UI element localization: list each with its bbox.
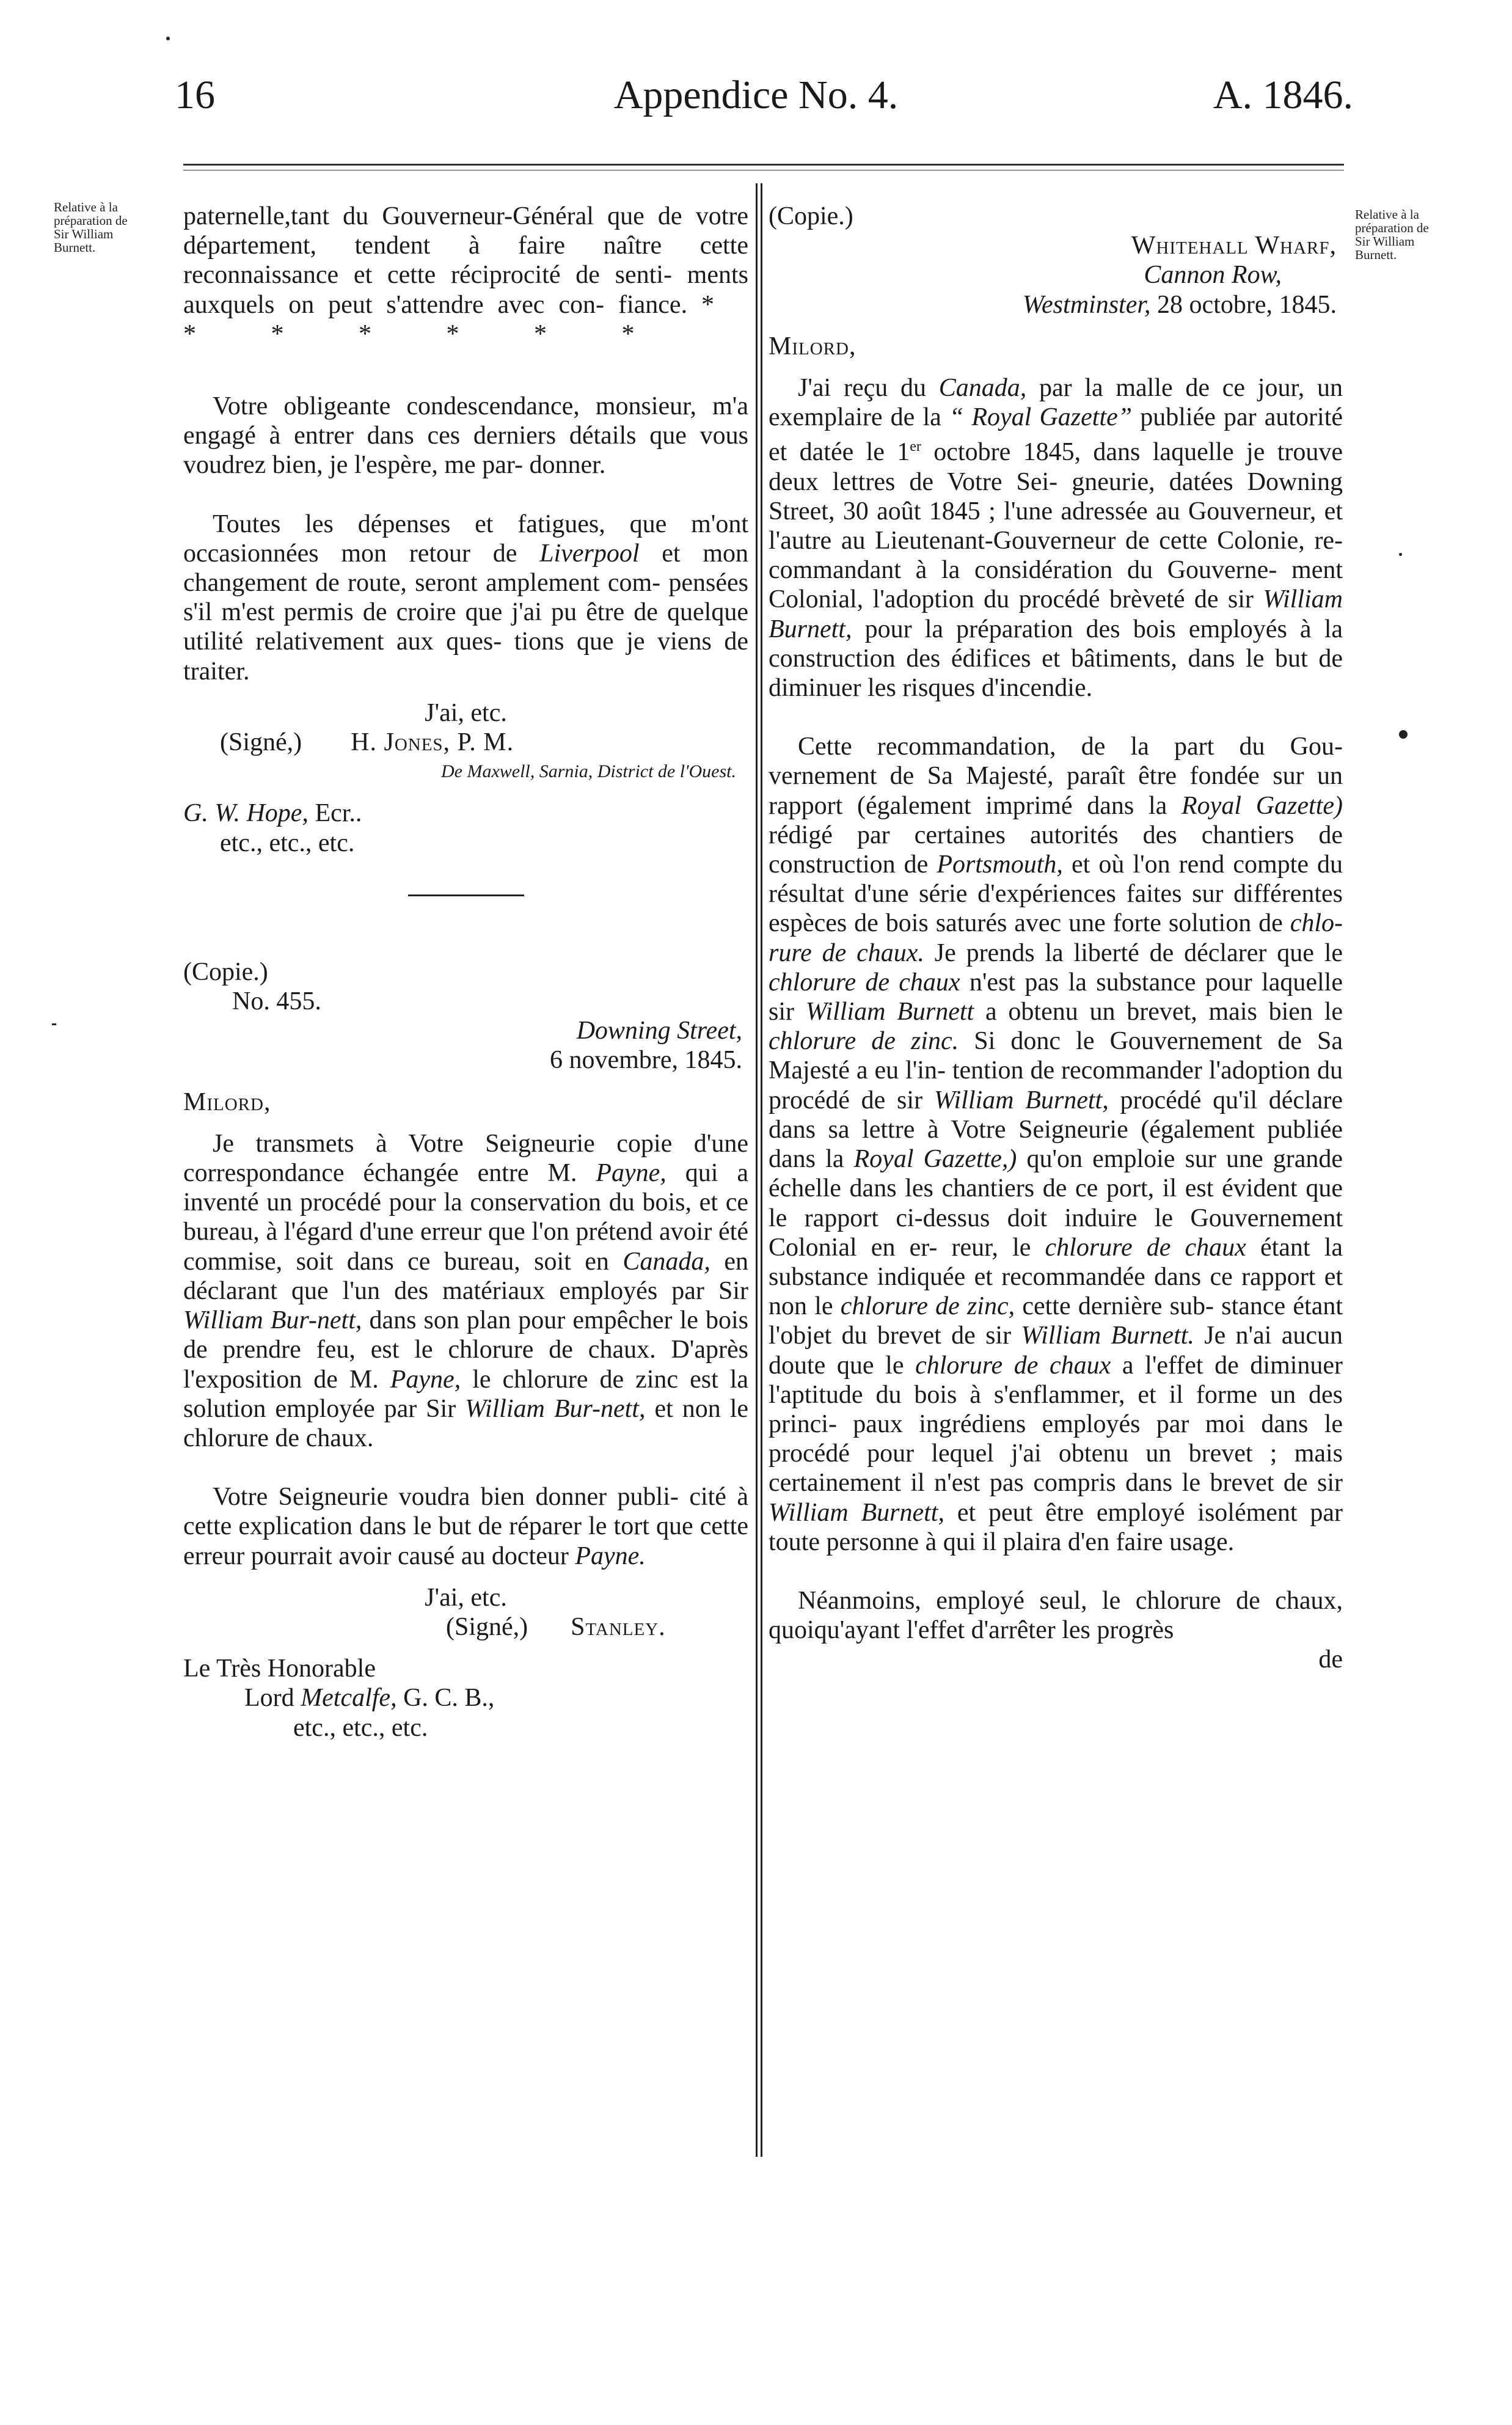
column-divider [756,183,758,2157]
letter-continuation: paternelle,tant du Gouverneur-Général que de votre département, tendent à faire naître cette reconnaissance et cette réciprocité de senti- ments auxquels on peut s'attendre avec con- fiance. * * * * * * * [183,202,749,348]
running-year: A. 1846. [1213,73,1353,117]
header-rule [183,164,1344,166]
addressee-hope-etc: etc., etc., etc. [220,828,355,857]
margin-note-left: Relative à la préparation de Sir William Burnett. [54,200,128,255]
paragraph-recu: J'ai reçu du Canada, par la malle de ce jour, un exemplaire de la “ Royal Gazette” publiée par autorité et datée le 1er octobre 1845, dans laquelle je trouve deux lettres de Votre Sei- gneurie, datées Downing Street, 30 août 1845 ; l'une adressée au Gouverneur, et l'autre au Lieutenant-Gouverneur de cette Colonie, re- commandant à la considération du Gouverne- ment Colonial, l'adoption du procédé brèveté de sir William Burnett, pour la préparation des bois employés à la construction des édifices et bâtiments, dans le but de diminuer les risques d'incendie. [769,374,1343,703]
print-speck [1399,730,1408,739]
paragraph-neanmoins: Néanmoins, employé seul, le chlorure de chaux, quoiqu'ayant l'effet d'arrêter les progrès [769,1586,1343,1645]
paragraph-publicite: Votre Seigneurie voudra bien donner publi- cité à cette explication dans le but de réparer le tort que cette erreur pourrait avoir causé au docteur Payne. [183,1483,749,1570]
signature-jones: (Signé,) H. Jones, P. M. [220,728,514,757]
addressee-metcalfe-line2: Lord Metcalfe, G. C. B., [244,1684,495,1713]
salutation-milord: Milord, [183,1088,271,1116]
left-column [183,202,748,1743]
column-divider-inner [761,183,762,2157]
print-speck [1399,553,1402,556]
sender-place-date: Westminster, 28 octobre, 1845. [1022,290,1337,319]
ellipsis-stars: * * * * * * * [183,290,749,348]
margin-note-right: Relative à la préparation de Sir William Burnett. [1355,207,1429,262]
addressee-metcalfe-etc: etc., etc., etc. [293,1713,428,1742]
paragraph-recommandation: Cette recommandation, de la part du Gou- vernement de Sa Majesté, paraît être fondée sur un rapport (également imprimé dans la Royal Gazette) rédigé par certaines autorités des chantiers de construction de Portsmouth, et où l'on rend compte du résultat d'une série d'expériences faites sur différentes espèces de bois saturés avec une forte solution de chlo-rure de chaux. Je prends la liberté de déclarer que le chlorure de chaux n'est pas la substance pour laquelle sir William Burnett a obtenu un brevet, mais bien le chlorure de zinc. Si donc le Gouvernement de Sa Majesté a eu l'in- tention de recommander l'adoption du procédé de sir William Burnett, procédé qu'il déclare dans sa lettre à Votre Seigneurie (également publiée dans la Royal Gazette,) qu'on emploie sur une grande échelle dans les chantiers de ce port, il est évident que le rapport ci-dessus doit induire le Gouvernement Colonial en er- reur, le chlorure de chaux étant la substance indiquée et recommandée dans ce rapport et non le chlorure de zinc, cette dernière sub- stance étant l'objet du brevet de sir William Burnett. Je n'ai aucun doute que le chlorure de chaux a l'effet de diminuer l'aptitude du bois à s'enflammer, et il forme un des princi- paux ingrédiens employés par moi dans le procédé pour lequel j'ai obtenu un brevet ; mais certainement il n'est pas compris dans le brevet de sir William Burnett, et peut être employé isolément par toute personne à qui il plaira d'en faire usage. [769,733,1343,1556]
paragraph-depenses: Toutes les dépenses et fatigues, que m'ont occasionnées mon retour de Liverpool et mon changement de route, seront amplement com- pensées s'il m'est permis de croire que j'ai pu être de quelque utilité relativement aux ques- tions que je viens de traiter. [183,510,749,686]
print-speck [166,37,170,40]
copie-label-right: (Copie.) [769,202,853,230]
letter-date: 6 novembre, 1845. [550,1046,742,1075]
page-number: 16 [175,73,215,117]
salutation-milord-right: Milord, [769,332,856,360]
letter-place: Downing Street, [576,1017,742,1045]
closing-jai-etc: J'ai, etc. [425,698,507,727]
letter-number: No. 455. [232,987,321,1016]
running-title: Appendice No. 4. [613,73,899,117]
sender-place-1: Whitehall Wharf, [1131,232,1337,260]
copie-label: (Copie.) [183,957,268,986]
addressee-hope: G. W. Hope, Ecr.. [183,799,362,828]
right-column [769,202,1343,1675]
signature-stanley: (Signé,) Stanley. [446,1612,666,1641]
paragraph-condescendance: Votre obligeante condescendance, monsieur, m'a engagé à entrer dans ces derniers détails que vous voudrez bien, je l'espère, me par- donner. [183,392,748,480]
addressee-metcalfe-line1: Le Très Honorable [183,1655,376,1683]
closing-jai-etc-2: J'ai, etc. [425,1583,507,1612]
catchword: de [1318,1645,1343,1674]
print-speck [52,1023,56,1025]
sender-place-2: Cannon Row, [1144,261,1282,290]
paragraph-transmets: Je transmets à Votre Seigneurie copie d'une correspondance échangée entre M. Payne, qui a inventé un procédé pour la conservation du bois, et ce bureau, à l'égard d'une erreur que l'on prétend avoir été commise, soit dans ce bureau, soit en Canada, en déclarant que l'un des matériaux employés par Sir William Bur-nett, dans son plan pour empêcher le bois de prendre feu, est le chlorure de chaux. D'après l'exposition de M. Payne, le chlorure de zinc est la solution employée par Sir William Bur-nett, et non le chlorure de chaux. [183,1129,749,1452]
signer-place: De Maxwell, Sarnia, District de l'Ouest. [440,761,736,782]
